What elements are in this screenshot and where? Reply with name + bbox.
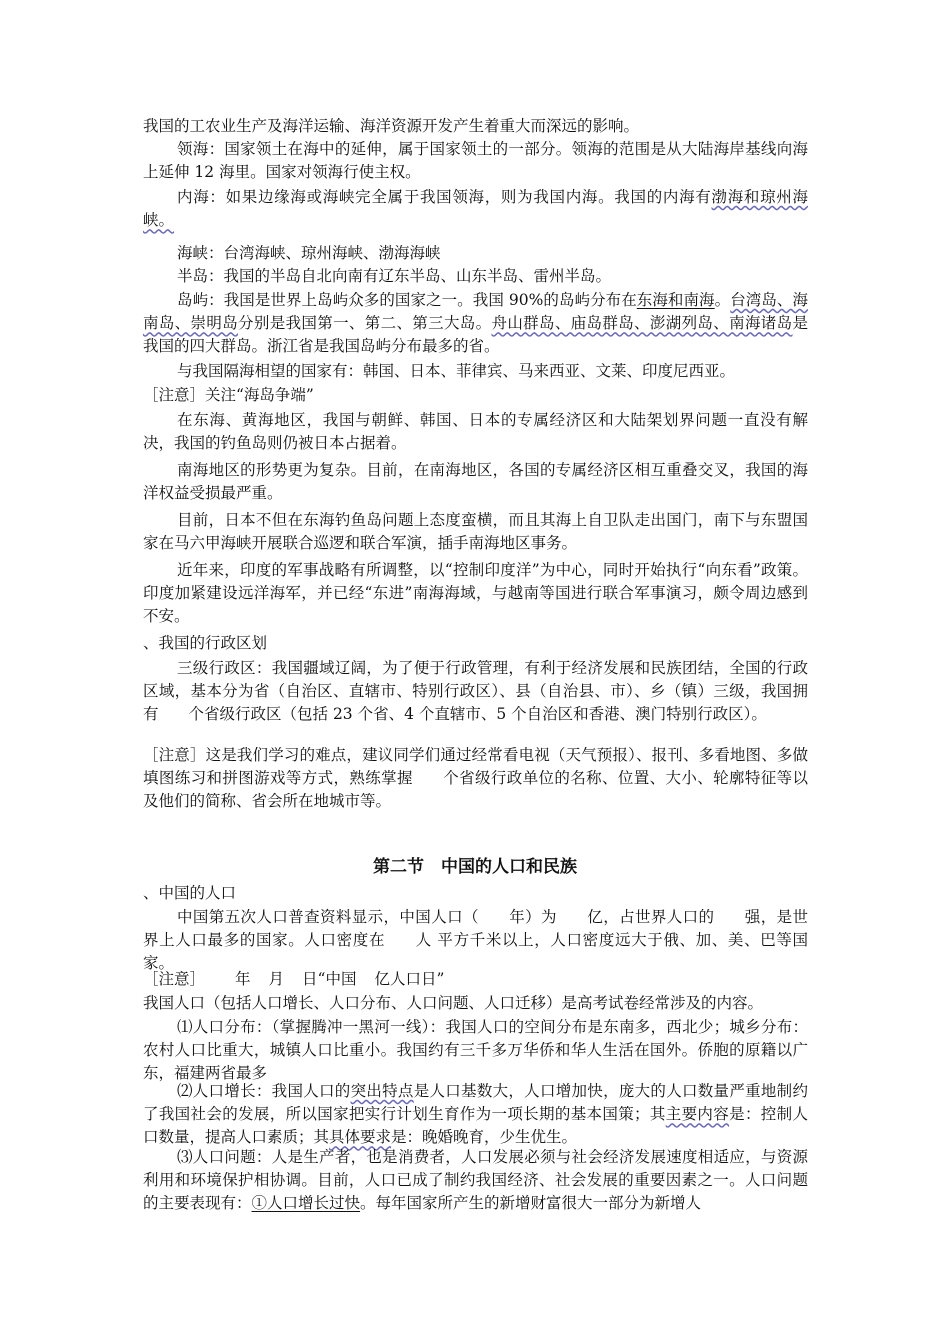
note-population-day <box>143 968 808 991</box>
underlined-text: ①人口增长过快 <box>251 1194 361 1213</box>
paragraph-east-sea <box>143 409 808 455</box>
paragraph-distribution <box>143 1016 808 1086</box>
paragraph-japan <box>143 509 808 555</box>
text: 亿人口日” <box>374 970 445 988</box>
text: 个省级行政区（包括 23 个省、4 个直辖市、5 个自治区和香港、澳门特别行政区）。 <box>188 705 767 724</box>
text: 个省级行政单位的名称、位置、大小、轮廓特征等以及他们的简称、省会所在地城市等。 <box>143 769 808 811</box>
text: 我国人口（包括人口增长、人口分布、人口问题、人口迁移）是高考试卷经常涉及的内容。 <box>143 994 764 1012</box>
underlined-text: 渤海和琼州海峡。 <box>143 188 808 230</box>
paragraph-india <box>143 559 808 629</box>
text: 目前，日本不但在东海钓鱼岛问题上态度蛮横，而且其海上自卫队走出国门，南下与东盟国家在马六甲海峡开展联合巡逻和联合军演，插手南海地区事务。 <box>143 511 808 553</box>
underlined-text: 主要内容 <box>665 1105 730 1124</box>
text: 。每年国家所产生的新增财富很大一部分为新增人 <box>360 1194 702 1213</box>
text: 分别是我国第一、第二、第三大岛。 <box>238 314 492 333</box>
text: 我国的工农业生产及海洋运输、海洋资源开发产生着重大而深远的影响。 <box>143 117 640 135</box>
underlined-text: 台湾岛、海南岛、崇明岛 <box>143 291 808 333</box>
text: 年 <box>235 970 251 988</box>
text: 人 平方千米以上，人口密度远大于俄、加、美、巴等国家。 <box>143 931 808 973</box>
paragraph-exam-note <box>143 992 808 1015</box>
text: 是：晚婚晚育，少生优生。 <box>391 1128 578 1147</box>
paragraph-growth <box>143 1080 808 1150</box>
note-island-disputes <box>143 384 808 407</box>
text: 。 <box>714 291 731 309</box>
text: ［注意］关注“海岛争端” <box>143 386 314 404</box>
paragraph-straits <box>143 242 808 265</box>
paragraph-islands <box>143 289 808 359</box>
paragraph-three-levels <box>143 657 808 727</box>
text: 领海：国家领土在海中的延伸，属于国家领土的一部分。领海的范围是从大陆海岸基线向海上延伸 12 海里。国家对领海行使主权。 <box>143 140 808 182</box>
note-provinces <box>143 744 808 814</box>
text: 岛屿：我国是世界上岛屿众多的国家之一。我国 90%的岛屿分布在 <box>177 291 637 309</box>
section-title: 第二节 中国的人口和民族 <box>373 857 577 877</box>
text: 强，是世界上人口最多的国家。人口密度在 <box>143 908 808 950</box>
text: 亿，占世界人口的 <box>586 908 715 926</box>
text: 内海：如果边缘海或海峡完全属于我国领海，则为我国内海。我国的内海有 <box>177 188 712 206</box>
paragraph-problems <box>143 1146 808 1216</box>
underlined-text: 东海和南海 <box>636 291 715 309</box>
paragraph-neighbors-by-sea <box>143 360 808 383</box>
text: 是：控制人口数量，提高人口素质；其 <box>143 1105 808 1147</box>
heading-administrative-divisions <box>143 632 808 655</box>
text: ⑶人口问题：人是生产者，也是消费者，人口发展必须与社会经济发展速度相适应，与资源利用和环境保护相协调。目前，人口已成了制约我国经济、社会发展的重要因素之一。人口问题的主要表现有： <box>143 1148 808 1213</box>
text: 三级行政区：我国疆域辽阔，为了便于行政管理，有利于经济发展和民族团结，全国的行政区域，基本分为省（自治区、直辖市、特别行政区）、县（自治县、市）、乡（镇）三级，我国拥有 <box>143 659 808 724</box>
paragraph-census <box>143 906 808 976</box>
text: ⑵人口增长：我国人口的 <box>177 1082 351 1100</box>
underlined-text: 具体要求 <box>329 1128 392 1147</box>
paragraph-intro-line <box>143 115 808 138</box>
heading-population <box>143 882 808 905</box>
text: 月 <box>268 970 285 988</box>
text: 半岛：我国的半岛自北向南有辽东半岛、山东半岛、雷州半岛。 <box>177 267 612 285</box>
text: 南海地区的形势更为复杂。目前，在南海地区，各国的专属经济区相互重叠交叉，我国的海洋权益受损最严重。 <box>143 461 808 503</box>
text: 与我国隔海相望的国家有：韩国、日本、菲律宾、马来西亚、文莱、印度尼西亚。 <box>177 362 736 380</box>
text: ⑴人口分布：（掌握腾冲一黑河一线）：我国人口的空间分布是东南多，西北少；城乡分布：农村人口比重大，城镇人口比重小。我国约有三千多万华侨和华人生活在国外。侨胞的原籍以广东，福建两省最多 <box>143 1018 808 1083</box>
underlined-text: 突出特点 <box>350 1082 414 1100</box>
paragraph-peninsulas <box>143 265 808 288</box>
text: 日“中国 <box>302 970 357 988</box>
text: 、中国的人口 <box>143 884 237 902</box>
paragraph-inland-sea <box>143 186 808 232</box>
underlined-text: 舟山群岛、庙岛群岛、澎湖列岛、南海诸岛 <box>491 314 793 333</box>
text: 年）为 <box>508 908 557 926</box>
paragraph-south-sea <box>143 459 808 505</box>
text: 海峡：台湾海峡、琼州海峡、渤海海峡 <box>177 244 441 262</box>
text: 近年来，印度的军事战略有所调整，以“控制印度洋”为中心，同时开始执行“向东看”政策。印度加紧建设远洋海军，并已经“东进”南海海域，与越南等国进行联合军事演习，颇令周边感到不安。 <box>143 561 808 626</box>
text: 中国第五次人口普查资料显示，中国人口（ <box>177 908 479 926</box>
text: ［注意］这是我们学习的难点，建议同学们通过经常看电视（天气预报）、报刊、多看地图、多做填图练习和拼图游戏等方式，熟练掌握 <box>143 746 808 788</box>
text: 是人口基数大，人口增加快，庞大的人口数量严重地制约了我国社会的发展，所以国家把实行计划生育作为一项长期的基本国策；其 <box>143 1082 808 1124</box>
paragraph-territorial-sea <box>143 138 808 184</box>
text: 、我国的行政区划 <box>143 634 268 652</box>
text: 在东海、黄海地区，我国与朝鲜、韩国、日本的专属经济区和大陆架划界问题一直没有解决，我国的钓鱼岛则仍被日本占据着。 <box>143 411 808 453</box>
text: ［注意］ <box>143 970 206 988</box>
text: 是我国的四大群岛。浙江省是我国岛屿分布最多的省。 <box>143 314 808 356</box>
